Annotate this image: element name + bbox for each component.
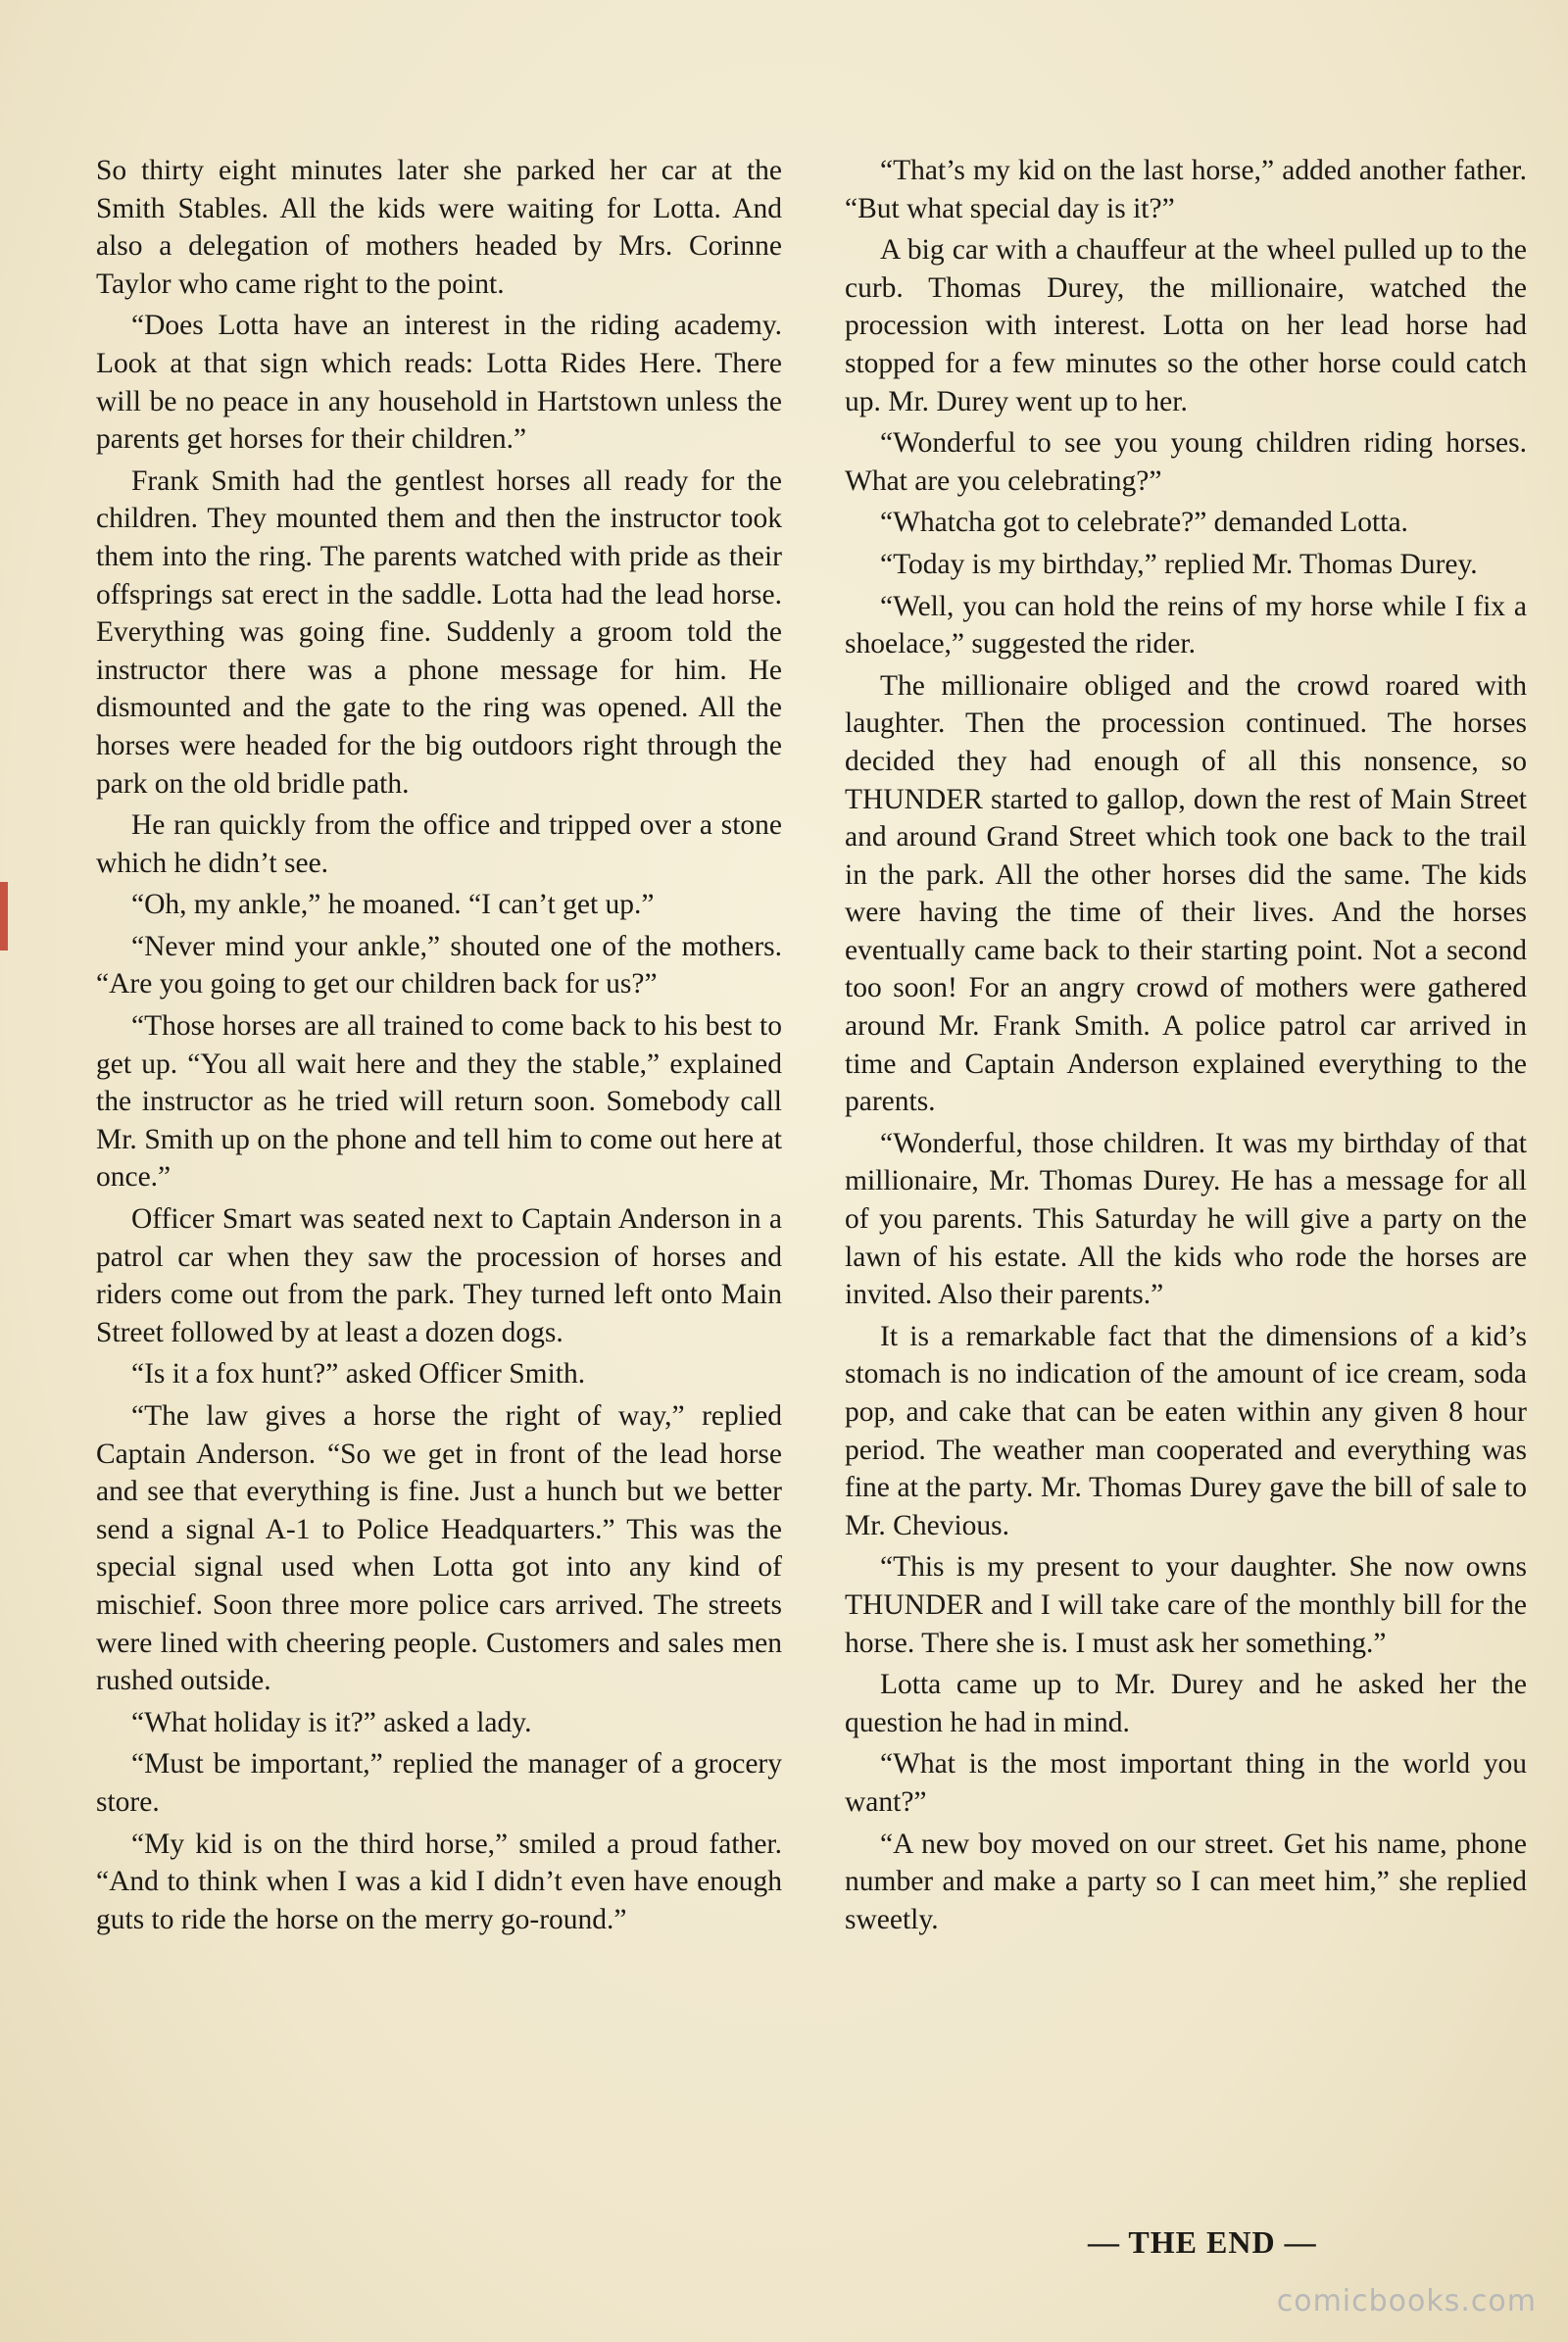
paragraph: “Wonderful to see you young children riding horses. What are you celebrating?” bbox=[845, 427, 1527, 497]
paragraph: “What holiday is it?” asked a lady. bbox=[131, 1706, 532, 1738]
paragraph: “That’s my kid on the last horse,” added another father. “But what special day is it?” bbox=[845, 155, 1527, 224]
paragraph: “The law gives a horse the right of way,” replied Captain Anderson. “So we get in front of the lead horse and see that everything is fine. Just a hunch but we better send a signal A-1 to Police Headquarters.” This was the special signal used when Lotta got into any kind of mischief. Soon three more police cars arrived. The streets were lined with cheering people. Customers and sales men rushed outside. bbox=[96, 1400, 782, 1697]
paragraph: A big car with a chauffeur at the wheel pulled up to the curb. Thomas Durey, the millionaire, watched the procession with interest. Lotta on her lead horse had stopped for a few minutes so the other horse could catch up. Mr. Durey went up to her. bbox=[845, 234, 1527, 417]
paragraph: “My kid is on the third horse,” smiled a proud father. “And to think when I was a kid I didn’t even have enough guts to ride the horse on the merry go-round.” bbox=[96, 1828, 782, 1935]
paragraph: “Must be important,” replied the manager of a grocery store. bbox=[96, 1748, 782, 1818]
the-end-label: — THE END — bbox=[1088, 2224, 1317, 2260]
site-watermark: comicbooks.com bbox=[1276, 2284, 1537, 2318]
paragraph: “Wonderful, those children. It was my birthday of that millionaire, Mr. Thomas Durey. He has a message for all of you parents. This Saturday he will give a party on the lawn of his estate. All the kids who rode the horses are invited. Also their parents.” bbox=[845, 1127, 1527, 1311]
paragraph: “Well, you can hold the reins of my horse while I fix a shoelace,” suggested the rider. bbox=[845, 590, 1527, 660]
left-text-column bbox=[96, 152, 782, 1942]
paragraph: “Today is my birthday,” replied Mr. Thomas Durey. bbox=[880, 548, 1478, 580]
paragraph: “A new boy moved on our street. Get his name, phone number and make a party so I can meet him,” she replied sweetly. bbox=[845, 1828, 1527, 1935]
paragraph: “Those horses are all trained to come back to his best to get up. “You all wait here and they the stable,” explained the instructor as he tried will return soon. Somebody call Mr. Smith up on the phone and tell him to come out here at once.” bbox=[96, 1010, 782, 1194]
edge-color-mark bbox=[0, 882, 8, 951]
paragraph: Frank Smith had the gentlest horses all ready for the children. They mounted them and then the instructor took them into the ring. The parents watched with pride as their offsprings sat erect in the saddle. Lotta had the lead horse. Everything was going fine. Suddenly a groom told the instructor there was a phone message for him. He dismounted and the gate to the ring was opened. All the horses were headed for the big outdoors right through the park on the old bridle path. bbox=[96, 464, 782, 800]
paragraph: “Is it a fox hunt?” asked Officer Smith. bbox=[131, 1358, 586, 1391]
paragraph: He ran quickly from the office and tripped over a stone which he didn’t see. bbox=[96, 809, 782, 879]
paragraph: “Oh, my ankle,” he moaned. “I can’t get up.” bbox=[131, 889, 655, 921]
right-text-column bbox=[845, 152, 1527, 1942]
paragraph: The millionaire obliged and the crowd roared with laughter. Then the procession continued. The horses decided they had enough of all this nonsence, so THUNDER started to gallop, down the rest of Main Street and around Grand Street which took one back to the trail in the park. All the other horses did the same. The kids were having the time of their lives. And the horses eventually came back to their starting point. Not a second too soon! For an angry crowd of mothers were gathered around Mr. Frank Smith. A police patrol car arrived in time and Captain Anderson explained everything to the parents. bbox=[845, 669, 1527, 1118]
paragraph: So thirty eight minutes later she parked her car at the Smith Stables. All the kids were waiting for Lotta. And also a delegation of mothers headed by Mrs. Corinne Taylor who came right to the point. bbox=[96, 155, 782, 300]
paragraph: Lotta came up to Mr. Durey and he asked her the question he had in mind. bbox=[845, 1669, 1527, 1738]
paragraph: “This is my present to your daughter. She now owns THUNDER and I will take care of the monthly bill for the horse. There she is. I must ask her something.” bbox=[845, 1551, 1527, 1659]
paragraph: It is a remarkable fact that the dimensions of a kid’s stomach is no indication of the amount of ice cream, soda pop, and cake that can be eaten within any given 8 hour period. The weather man cooperated and everything was fine at the party. Mr. Thomas Durey gave the bill of sale to Mr. Chevious. bbox=[845, 1320, 1527, 1541]
paragraph: “What is the most important thing in the world you want?” bbox=[845, 1748, 1527, 1818]
paragraph: “Never mind your ankle,” shouted one of the mothers. “Are you going to get our children back for us?” bbox=[96, 930, 782, 1000]
paragraph: “Whatcha got to celebrate?” demanded Lotta. bbox=[880, 507, 1408, 539]
paragraph: Officer Smart was seated next to Captain Anderson in a patrol car when they saw the procession of horses and riders come out from the park. They turned left onto Main Street followed by at least a dozen dogs. bbox=[96, 1203, 782, 1348]
paragraph: “Does Lotta have an interest in the riding academy. Look at that sign which reads: Lotta Rides Here. There will be no peace in any household in Hartstown unless the parents get horses for their children.” bbox=[96, 310, 782, 456]
